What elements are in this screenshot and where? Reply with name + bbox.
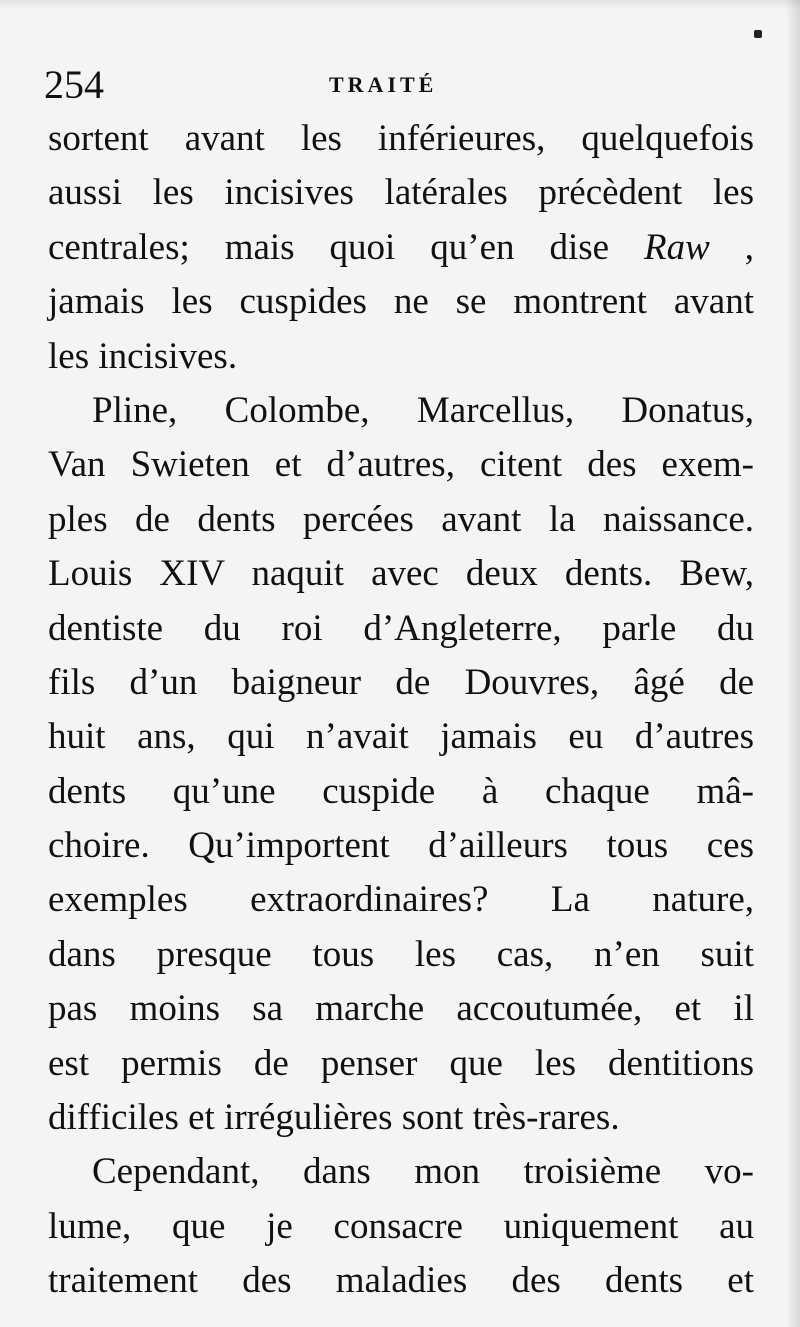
text-line: aussi les incisives latérales précèdent les (48, 172, 754, 214)
text-line (48, 221, 754, 275)
text-line: sortent avant les inférieures, quelquefois (48, 118, 754, 159)
ink-speck (754, 30, 762, 38)
text-line: dentiste du roi d’Angleterre, parle du (48, 607, 754, 649)
text-line: est permis de penser que les dentitions (48, 1042, 754, 1084)
author-name-italic: Raw (644, 226, 710, 268)
text-line: exemples extraordinaires? La nature, (48, 879, 754, 921)
page-shadow-right (786, 0, 800, 1327)
text-segment: centrales; mais quoi qu’en dise (48, 226, 645, 268)
text-line: huit ans, qui n’avait jamais eu d’autres (48, 716, 754, 758)
text-line: Louis XIV naquit avec deux dents. Bew, (48, 553, 754, 595)
text-line: Van Swieten et d’autres, citent des exem- (48, 444, 754, 486)
running-head: TRAITÉ (329, 72, 438, 97)
text-line: dents qu’une cuspide à chaque mâ- (48, 770, 754, 812)
text-line: jamais les cuspides ne se montrent avant (48, 281, 754, 323)
text-line: pas moins sa marche accoutumée, et il (48, 988, 754, 1030)
paragraph-start-line: Cependant, dans mon troisième vo- (92, 1151, 754, 1193)
text-line: lume, que je consacre uniquement au (48, 1205, 754, 1247)
page-shadow-top (0, 0, 800, 10)
text-line: difficiles et irrégulières sont très-rares. (48, 1097, 620, 1139)
text-line: fils d’un baigneur de Douvres, âgé de (48, 661, 754, 703)
text-line: ples de dents percées avant la naissance. (48, 498, 754, 540)
text-segment: , (709, 226, 754, 268)
body-text (48, 112, 754, 1309)
paragraph-start-line: Pline, Colombe, Marcellus, Donatus, (92, 389, 754, 431)
text-line: choire. Qu’importent d’ailleurs tous ces (48, 825, 754, 867)
text-line: dans presque tous les cas, n’en suit (48, 933, 754, 975)
page-number: 254 (44, 62, 104, 107)
text-line: traitement des maladies des dents et (48, 1260, 754, 1302)
page-header (44, 60, 744, 110)
text-line: les incisives. (48, 335, 238, 377)
